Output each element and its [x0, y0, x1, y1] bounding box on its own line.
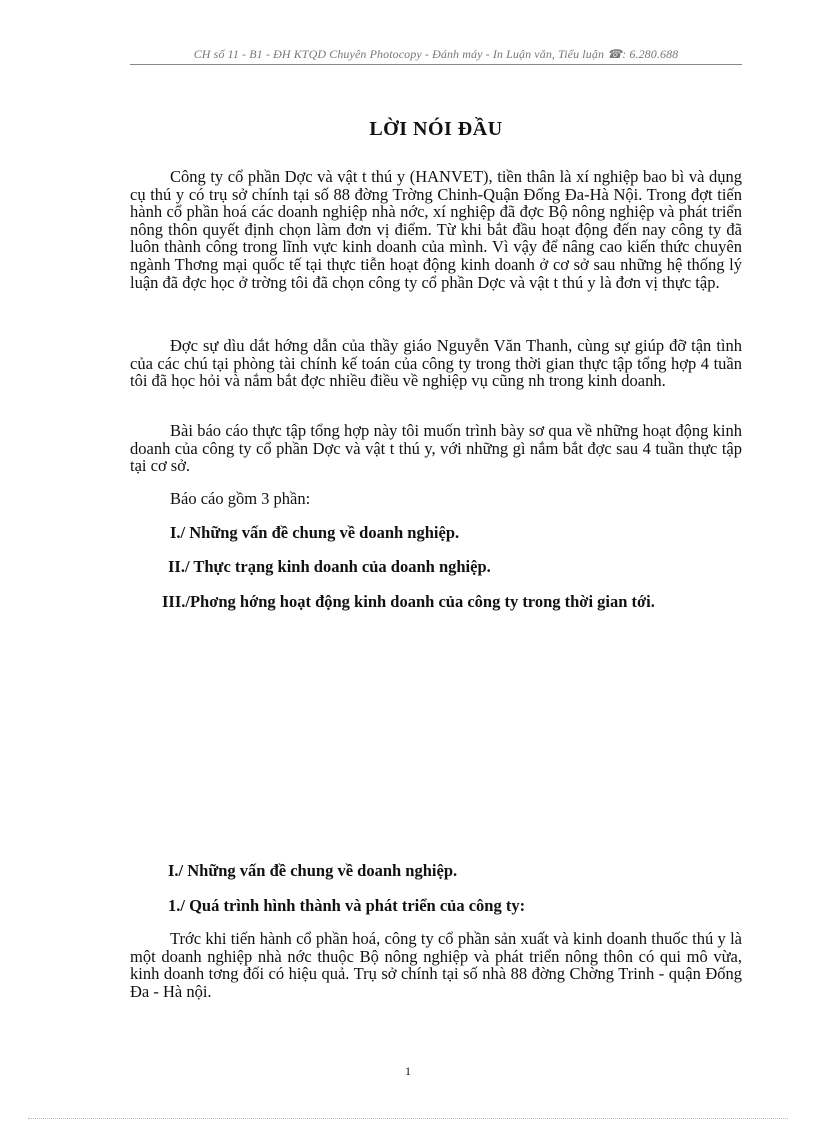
chapter-heading: I./ Những vấn đề chung về doanh nghiệp. [168, 861, 458, 880]
page-number: 1 [405, 1064, 411, 1078]
section-item-3: III./Phơng hớng hoạt động kinh doanh của công ty trong thời gian tới. [162, 592, 655, 611]
page-header: CH số 11 - B1 - ĐH KTQD Chuyên Photocopy - Đánh máy - In Luận văn, Tiểu luận ☎: 6.280.688 [193, 47, 679, 61]
intro-paragraph-2 [130, 337, 742, 390]
intro-paragraph-4 [130, 490, 742, 508]
header-divider [130, 64, 742, 65]
paragraph-text: Đợc sự dìu dắt hớng dẫn của thầy giáo Nguyễn Văn Thanh, cùng sự giúp đỡ tận tình của các chú tại phòng tài chính kế toán của công ty trong thời gian thực tập tổng hợp 4 tuần tôi đã học hỏi và nắm bắt đợc nhiều điều về nghiệp vụ cũng nh trong kinh doanh. [130, 336, 742, 391]
intro-paragraph-1 [130, 168, 742, 291]
paragraph-text: Công ty cổ phần Dợc và vật t thú y (HANVET), tiền thân là xí nghiệp bao bì và dụng cụ thú y có trụ sở chính tại số 88 đờng Trờng Chinh-Quận Đống Đa-Hà Nội. Trong đợt tiến hành cổ phần hoá các doanh nghiệp nhà nớc, xí nghiệp đã đợc Bộ nông nghiệp và phát triển nông thôn quyết định chọn làm đơn vị điểm. Từ khi bắt đầu hoạt động đến nay công ty đã luôn thành công trong lĩnh vực kinh doanh của mình. Vì vậy để nâng cao kiến thức chuyên ngành Thơng mại quốc tế tại thực tiễn hoạt động kinh doanh ở cơ sở sau những hệ thống lý luận đã đợc học ở trờng tôi đã chọn công ty cổ phần Dợc và vật t thú y là đơn vị thực tập. [130, 167, 742, 292]
intro-paragraph-3 [130, 422, 742, 475]
section-item-1: I./ Những vấn đề chung về doanh nghiệp. [170, 523, 460, 542]
chapter-subheading: 1./ Quá trình hình thành và phát triển của công ty: [168, 896, 526, 915]
paragraph-text: Báo cáo gồm 3 phần: [170, 489, 311, 508]
section-item-2: II./ Thực trạng kinh doanh của doanh nghiệp. [168, 557, 491, 576]
paragraph-text: Bài báo cáo thực tập tổng hợp này tôi muốn trình bày sơ qua về những hoạt động kinh doanh của công ty cổ phần Dợc và vật t thú y, với những gì nắm bắt đợc sau 4 tuần thực tập tại cơ sở. [130, 421, 742, 476]
page-title: LỜI NÓI ĐẦU [369, 118, 503, 140]
paragraph-text: Trớc khi tiến hành cổ phần hoá, công ty cổ phần sản xuất và kinh doanh thuốc thú y là một doanh nghiệp nhà nớc thuộc Bộ nông nghiệp và phát triển nông thôn có qui mô vừa, kinh doanh tơng đối có hiệu quả. Trụ sở chính tại số nhà 88 đờng Chờng Trinh - quận Đống Đa - Hà nội. [130, 929, 742, 1001]
page-bottom-edge [28, 1118, 788, 1119]
chapter-paragraph [130, 930, 742, 1000]
